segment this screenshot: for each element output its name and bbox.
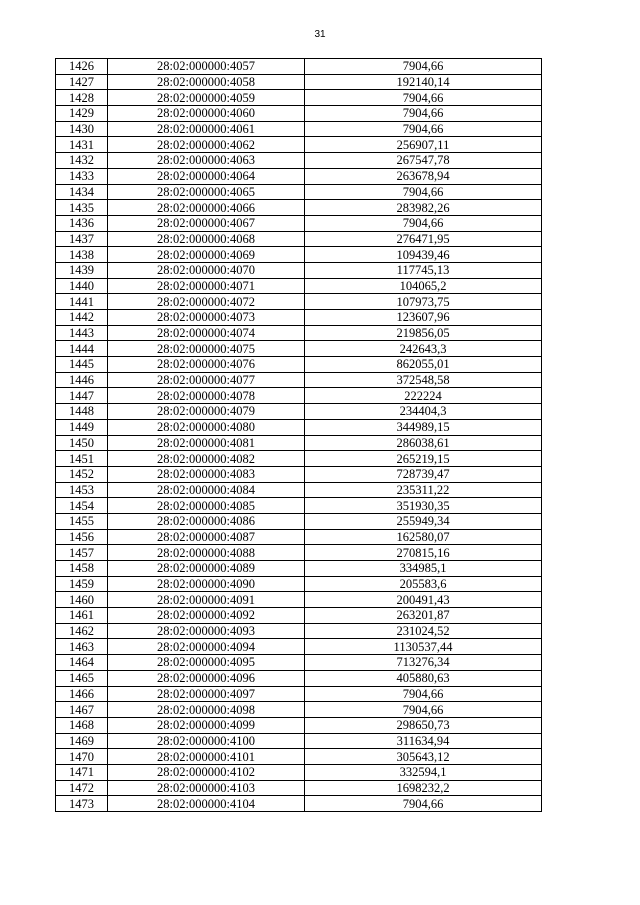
cadastral-number-cell: 28:02:000000:4073 (108, 310, 305, 326)
cadastral-number-cell: 28:02:000000:4084 (108, 482, 305, 498)
cadastral-number-cell: 28:02:000000:4102 (108, 764, 305, 780)
cadastral-number-cell: 28:02:000000:4061 (108, 121, 305, 137)
table-row (56, 435, 542, 451)
cadastral-number-cell: 28:02:000000:4095 (108, 655, 305, 671)
value-cell: 265219,15 (305, 451, 542, 467)
cadastral-number-cell: 28:02:000000:4068 (108, 231, 305, 247)
table-row (56, 702, 542, 718)
row-number-cell: 1466 (56, 686, 108, 702)
value-cell: 219856,05 (305, 325, 542, 341)
value-cell: 200491,43 (305, 592, 542, 608)
cadastral-number-cell: 28:02:000000:4059 (108, 90, 305, 106)
value-cell: 117745,13 (305, 262, 542, 278)
cadastral-number-cell: 28:02:000000:4096 (108, 670, 305, 686)
table-row (56, 341, 542, 357)
value-cell: 7904,66 (305, 121, 542, 137)
table-row (56, 325, 542, 341)
cadastral-number-cell: 28:02:000000:4090 (108, 576, 305, 592)
table-row (56, 592, 542, 608)
row-number-cell: 1426 (56, 59, 108, 75)
row-number-cell: 1444 (56, 341, 108, 357)
table-row (56, 294, 542, 310)
table-row (56, 106, 542, 122)
value-cell: 123607,96 (305, 310, 542, 326)
row-number-cell: 1454 (56, 498, 108, 514)
row-number-cell: 1447 (56, 388, 108, 404)
cadastral-number-cell: 28:02:000000:4064 (108, 168, 305, 184)
row-number-cell: 1438 (56, 247, 108, 263)
value-cell: 109439,46 (305, 247, 542, 263)
table-row (56, 529, 542, 545)
table-row (56, 153, 542, 169)
cadastral-number-cell: 28:02:000000:4076 (108, 357, 305, 373)
cadastral-number-cell: 28:02:000000:4067 (108, 215, 305, 231)
table-row (56, 466, 542, 482)
cadastral-number-cell: 28:02:000000:4100 (108, 733, 305, 749)
table-row (56, 561, 542, 577)
value-cell: 728739,47 (305, 466, 542, 482)
cadastral-number-cell: 28:02:000000:4089 (108, 561, 305, 577)
value-cell: 311634,94 (305, 733, 542, 749)
value-cell: 263678,94 (305, 168, 542, 184)
value-cell: 104065,2 (305, 278, 542, 294)
cadastral-number-cell: 28:02:000000:4088 (108, 545, 305, 561)
value-cell: 351930,35 (305, 498, 542, 514)
row-number-cell: 1451 (56, 451, 108, 467)
cadastral-number-cell: 28:02:000000:4099 (108, 717, 305, 733)
value-cell: 242643,3 (305, 341, 542, 357)
row-number-cell: 1467 (56, 702, 108, 718)
row-number-cell: 1431 (56, 137, 108, 153)
row-number-cell: 1459 (56, 576, 108, 592)
row-number-cell: 1469 (56, 733, 108, 749)
cadastral-number-cell: 28:02:000000:4074 (108, 325, 305, 341)
table-row (56, 655, 542, 671)
row-number-cell: 1435 (56, 200, 108, 216)
value-cell: 713276,34 (305, 655, 542, 671)
table-row (56, 262, 542, 278)
table-row (56, 247, 542, 263)
row-number-cell: 1448 (56, 404, 108, 420)
row-number-cell: 1432 (56, 153, 108, 169)
row-number-cell: 1473 (56, 796, 108, 812)
cadastral-number-cell: 28:02:000000:4062 (108, 137, 305, 153)
value-cell: 162580,07 (305, 529, 542, 545)
cadastral-number-cell: 28:02:000000:4072 (108, 294, 305, 310)
row-number-cell: 1440 (56, 278, 108, 294)
table-row (56, 686, 542, 702)
value-cell: 7904,66 (305, 702, 542, 718)
table-row (56, 372, 542, 388)
cadastral-number-cell: 28:02:000000:4058 (108, 74, 305, 90)
row-number-cell: 1452 (56, 466, 108, 482)
value-cell: 1130537,44 (305, 639, 542, 655)
row-number-cell: 1429 (56, 106, 108, 122)
cadastral-number-cell: 28:02:000000:4104 (108, 796, 305, 812)
table-row (56, 168, 542, 184)
row-number-cell: 1445 (56, 357, 108, 373)
value-cell: 276471,95 (305, 231, 542, 247)
cadastral-number-cell: 28:02:000000:4077 (108, 372, 305, 388)
value-cell: 235311,22 (305, 482, 542, 498)
table-row (56, 796, 542, 812)
cadastral-number-cell: 28:02:000000:4080 (108, 419, 305, 435)
table-row (56, 310, 542, 326)
table-row (56, 74, 542, 90)
row-number-cell: 1430 (56, 121, 108, 137)
row-number-cell: 1460 (56, 592, 108, 608)
value-cell: 255949,34 (305, 513, 542, 529)
row-number-cell: 1434 (56, 184, 108, 200)
value-cell: 231024,52 (305, 623, 542, 639)
value-cell: 192140,14 (305, 74, 542, 90)
value-cell: 256907,11 (305, 137, 542, 153)
cadastral-number-cell: 28:02:000000:4085 (108, 498, 305, 514)
value-cell: 7904,66 (305, 59, 542, 75)
table-row (56, 764, 542, 780)
table-row (56, 59, 542, 75)
cadastral-number-cell: 28:02:000000:4070 (108, 262, 305, 278)
cadastral-number-cell: 28:02:000000:4087 (108, 529, 305, 545)
table-row (56, 717, 542, 733)
table-row (56, 215, 542, 231)
row-number-cell: 1464 (56, 655, 108, 671)
value-cell: 234404,3 (305, 404, 542, 420)
value-cell: 1698232,2 (305, 780, 542, 796)
cadastral-number-cell: 28:02:000000:4071 (108, 278, 305, 294)
value-cell: 405880,63 (305, 670, 542, 686)
table-row (56, 670, 542, 686)
row-number-cell: 1461 (56, 608, 108, 624)
table-row (56, 623, 542, 639)
cadastral-number-cell: 28:02:000000:4075 (108, 341, 305, 357)
table-row (56, 121, 542, 137)
value-cell: 372548,58 (305, 372, 542, 388)
table-row (56, 780, 542, 796)
value-cell: 286038,61 (305, 435, 542, 451)
cadastral-number-cell: 28:02:000000:4086 (108, 513, 305, 529)
cadastral-number-cell: 28:02:000000:4091 (108, 592, 305, 608)
table-row (56, 733, 542, 749)
cadastral-number-cell: 28:02:000000:4092 (108, 608, 305, 624)
row-number-cell: 1437 (56, 231, 108, 247)
table-row (56, 639, 542, 655)
table-row (56, 231, 542, 247)
table-row (56, 90, 542, 106)
value-cell: 862055,01 (305, 357, 542, 373)
value-cell: 7904,66 (305, 90, 542, 106)
table-row (56, 608, 542, 624)
row-number-cell: 1443 (56, 325, 108, 341)
row-number-cell: 1428 (56, 90, 108, 106)
row-number-cell: 1456 (56, 529, 108, 545)
value-cell: 344989,15 (305, 419, 542, 435)
cadastral-number-cell: 28:02:000000:4103 (108, 780, 305, 796)
row-number-cell: 1433 (56, 168, 108, 184)
cadastral-number-cell: 28:02:000000:4066 (108, 200, 305, 216)
table-row (56, 357, 542, 373)
row-number-cell: 1457 (56, 545, 108, 561)
value-cell: 263201,87 (305, 608, 542, 624)
value-cell: 7904,66 (305, 184, 542, 200)
value-cell: 7904,66 (305, 215, 542, 231)
table-row (56, 482, 542, 498)
table-row (56, 451, 542, 467)
table-row (56, 404, 542, 420)
row-number-cell: 1442 (56, 310, 108, 326)
cadastral-number-cell: 28:02:000000:4101 (108, 749, 305, 765)
table-row (56, 388, 542, 404)
table-row (56, 545, 542, 561)
cadastral-number-cell: 28:02:000000:4063 (108, 153, 305, 169)
cadastral-number-cell: 28:02:000000:4057 (108, 59, 305, 75)
table-row (56, 576, 542, 592)
value-cell: 7904,66 (305, 796, 542, 812)
row-number-cell: 1463 (56, 639, 108, 655)
row-number-cell: 1465 (56, 670, 108, 686)
value-cell: 283982,26 (305, 200, 542, 216)
row-number-cell: 1441 (56, 294, 108, 310)
row-number-cell: 1462 (56, 623, 108, 639)
row-number-cell: 1439 (56, 262, 108, 278)
value-cell: 7904,66 (305, 106, 542, 122)
cadastral-number-cell: 28:02:000000:4078 (108, 388, 305, 404)
row-number-cell: 1453 (56, 482, 108, 498)
row-number-cell: 1450 (56, 435, 108, 451)
table-row (56, 419, 542, 435)
row-number-cell: 1458 (56, 561, 108, 577)
cadastral-number-cell: 28:02:000000:4093 (108, 623, 305, 639)
value-cell: 222224 (305, 388, 542, 404)
row-number-cell: 1472 (56, 780, 108, 796)
value-cell: 107973,75 (305, 294, 542, 310)
table-row (56, 137, 542, 153)
table-row (56, 278, 542, 294)
registry-table (55, 58, 542, 812)
row-number-cell: 1436 (56, 215, 108, 231)
table-row (56, 749, 542, 765)
value-cell: 270815,16 (305, 545, 542, 561)
cadastral-number-cell: 28:02:000000:4079 (108, 404, 305, 420)
value-cell: 332594,1 (305, 764, 542, 780)
value-cell: 305643,12 (305, 749, 542, 765)
row-number-cell: 1471 (56, 764, 108, 780)
row-number-cell: 1468 (56, 717, 108, 733)
registry-table-body (56, 59, 542, 812)
row-number-cell: 1427 (56, 74, 108, 90)
table-row (56, 513, 542, 529)
row-number-cell: 1455 (56, 513, 108, 529)
cadastral-number-cell: 28:02:000000:4083 (108, 466, 305, 482)
cadastral-number-cell: 28:02:000000:4081 (108, 435, 305, 451)
value-cell: 334985,1 (305, 561, 542, 577)
cadastral-number-cell: 28:02:000000:4069 (108, 247, 305, 263)
table-row (56, 184, 542, 200)
value-cell: 298650,73 (305, 717, 542, 733)
cadastral-number-cell: 28:02:000000:4082 (108, 451, 305, 467)
cadastral-number-cell: 28:02:000000:4098 (108, 702, 305, 718)
page-number: 31 (314, 29, 326, 40)
cadastral-number-cell: 28:02:000000:4060 (108, 106, 305, 122)
value-cell: 205583,6 (305, 576, 542, 592)
table-row (56, 498, 542, 514)
cadastral-number-cell: 28:02:000000:4094 (108, 639, 305, 655)
row-number-cell: 1449 (56, 419, 108, 435)
cadastral-number-cell: 28:02:000000:4065 (108, 184, 305, 200)
value-cell: 7904,66 (305, 686, 542, 702)
cadastral-number-cell: 28:02:000000:4097 (108, 686, 305, 702)
row-number-cell: 1446 (56, 372, 108, 388)
row-number-cell: 1470 (56, 749, 108, 765)
value-cell: 267547,78 (305, 153, 542, 169)
table-row (56, 200, 542, 216)
